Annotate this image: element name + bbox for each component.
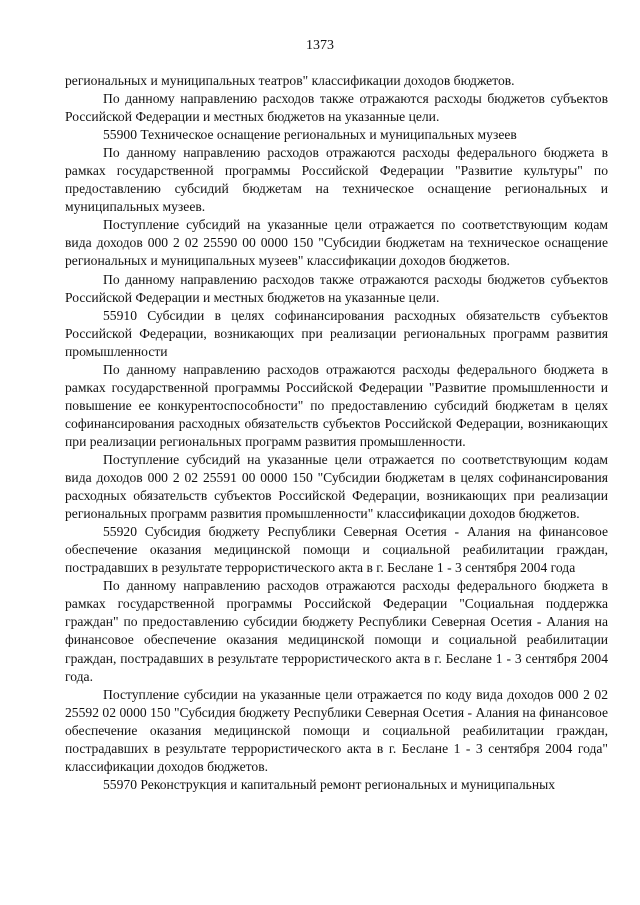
document-body <box>65 72 608 794</box>
paragraph-9: Поступление субсидий на указанные цели отражается по соответствующим кодам вида доходов 000 2 02 25591 00 0000 150 "Субсидии бюджетам в целях софинансирования расходных обязательств субъектов Российской Федерации, возникающих при реализации региональных программ развития промышленности" классификации доходов бюджетов. <box>65 451 608 522</box>
paragraph-12: Поступление субсидии на указанные цели отражается по коду вида доходов 000 2 02 25592 02 0000 150 "Субсидия бюджету Республики Северная Осетия - Алания на финансовое обеспечение оказания медицинской помощи и социальной реабилитации граждан, пострадавших в результате террористического акта в г. Беслане 1 - 3 сентября 2004 года" классификации доходов бюджетов. <box>65 686 608 774</box>
paragraph-6: По данному направлению расходов также отражаются расходы бюджетов субъектов Российской Федерации и местных бюджетов на указанные цели. <box>65 271 608 305</box>
page-number: 1373 <box>306 38 334 53</box>
section-heading-55910: 55910 Субсидии в целях софинансирования расходных обязательств субъектов Российской Федерации, возникающих при реализации региональных программ развития промышленности <box>65 307 608 359</box>
paragraph-5: Поступление субсидий на указанные цели отражается по соответствующим кодам вида доходов 000 2 02 25590 00 0000 150 "Субсидии бюджетам на техническое оснащение региональных и муниципальных музеев" классификации доходов бюджетов. <box>65 217 608 269</box>
paragraph-4: По данному направлению расходов отражаются расходы федерального бюджета в рамках государственной программы Российской Федерации "Развитие культуры" по предоставлению субсидий бюджетам на техническое оснащение региональных и муниципальных музеев. <box>65 145 608 215</box>
section-heading-55970: 55970 Реконструкция и капитальный ремонт региональных и муниципальных <box>103 776 556 792</box>
paragraph-2: По данному направлению расходов также отражаются расходы бюджетов субъектов Российской Федерации и местных бюджетов на указанные цели. <box>65 91 608 125</box>
paragraph-11: По данному направлению расходов отражаются расходы федерального бюджета в рамках государственной программы Российской Федерации "Социальная поддержка граждан" по предоставлению субсидии бюджету Республики Северная Осетия - Алания на финансовое обеспечение оказания медицинской помощи и социальной реабилитации граждан, пострадавших в результате террористического акта в г. Беслане 1 - 3 сентября 2004 года. <box>65 578 608 684</box>
section-heading-55900: 55900 Техническое оснащение региональных и муниципальных музеев <box>103 127 517 143</box>
section-heading-55920: 55920 Субсидия бюджету Республики Северная Осетия - Алания на финансовое обеспечение оказания медицинской помощи и социальной реабилитации граждан, пострадавших в результате террористического акта в г. Беслане 1 - 3 сентября 2004 года <box>65 524 608 576</box>
paragraph-1: региональных и муниципальных театров" классификации доходов бюджетов. <box>65 73 515 88</box>
paragraph-8: По данному направлению расходов отражаются расходы федерального бюджета в рамках государственной программы Российской Федерации "Развитие промышленности и повышение ее конкурентоспособности" по предоставлению субсидий бюджетам в целях софинансирования расходных обязательств субъектов Российской Федерации, возникающих при реализации региональных программ развития промышленности. <box>65 361 608 449</box>
